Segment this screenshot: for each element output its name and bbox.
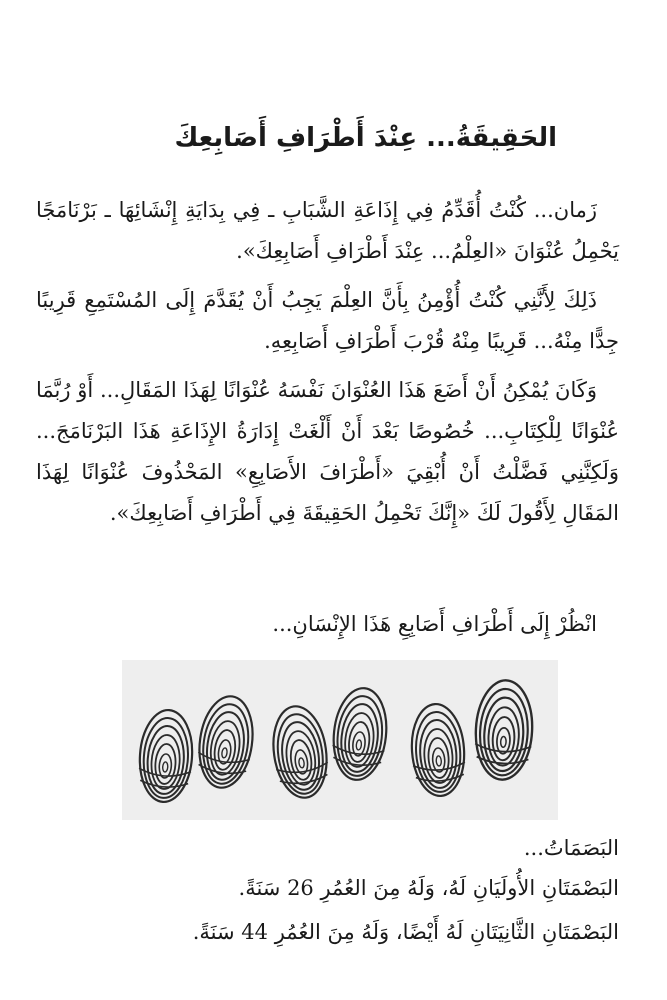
caption-first-pair: البَصْمَتَانِ الأُولَيَانِ لَهُ، وَلَهُ مِنَ العُمُرِ 26 سَنَةً. [238, 876, 619, 900]
paragraph-2: ذَلِكَ لِأَنَّنِي كُنْتُ أُؤْمِنُ بِأَنَّ العِلْمَ يَجِبُ أَنْ يُقَدَّمَ إِلَى المُسْتَمِعِ قَرِيبًا جِدًّا مِنْهُ... قَرِيبًا مِنْهُ قُرْبَ أَطْرَافِ أَصَابِعِهِ. [36, 288, 619, 353]
caption-second-pair: البَصْمَتَانِ الثَّانِيَتَانِ لَهُ أَيْضًا، وَلَهُ مِنَ العُمُرِ 44 سَنَةً. [192, 920, 619, 944]
paragraph-1: زَمان... كُنْتُ أُقَدِّمُ فِي إِذَاعَةِ الشَّبَابِ ـ فِي بِدَايَةِ إِنْشَائِهَا ـ بَرْنَامَجًا يَحْمِلُ عُنْوَانَ «العِلْمُ... عِنْدَ أَطْرَافِ أَصَابِعِكَ». [36, 198, 619, 263]
fingerprint-1 [137, 708, 195, 803]
caption-heading: البَصَمَاتُ... [523, 836, 619, 860]
fingerprint-5 [409, 702, 467, 797]
page-title: الحَقِيقَةُ... عِنْدَ أَطْرَافِ أَصَابِعِكَ [174, 123, 557, 153]
fingerprint-2 [194, 693, 258, 791]
fingerprint-3 [268, 703, 332, 801]
fingerprints-image [122, 660, 558, 820]
fingerprint-4 [329, 686, 390, 783]
fingerprint-6 [473, 679, 534, 781]
paragraph-3: وَكَانَ يُمْكِنُ أَنْ أَضَعَ هَذَا العُنْوَانَ نَفْسَهُ عُنْوَانًا لِهَذَا المَقَالِ... أَوْ رُبَّمَا عُنْوَانًا لِلْكِتَابِ... خُصُوصًا بَعْدَ أَنْ أَلْغَتْ إِدَارَةُ الإِذَاعَةِ هَذَا البَرْنَامَجَ... وَلَكِنَّنِي فَضَّلْتُ أَنْ أُبْقِيَ «أَطْرَافَ الأَصَابِعِ» المَحْذُوفَ عُنْوَانًا لِهَذَا المَقَالِ لِأَقُولَ لَكَ «إِنَّكَ تَحْمِلُ الحَقِيقَةَ فِي أَطْرَافِ أَصَابِعِكَ». [36, 378, 619, 525]
paragraph-4: انْظُرْ إِلَى أَطْرَافِ أَصَابِعِ هَذَا الإِنْسَانِ... [272, 612, 597, 636]
